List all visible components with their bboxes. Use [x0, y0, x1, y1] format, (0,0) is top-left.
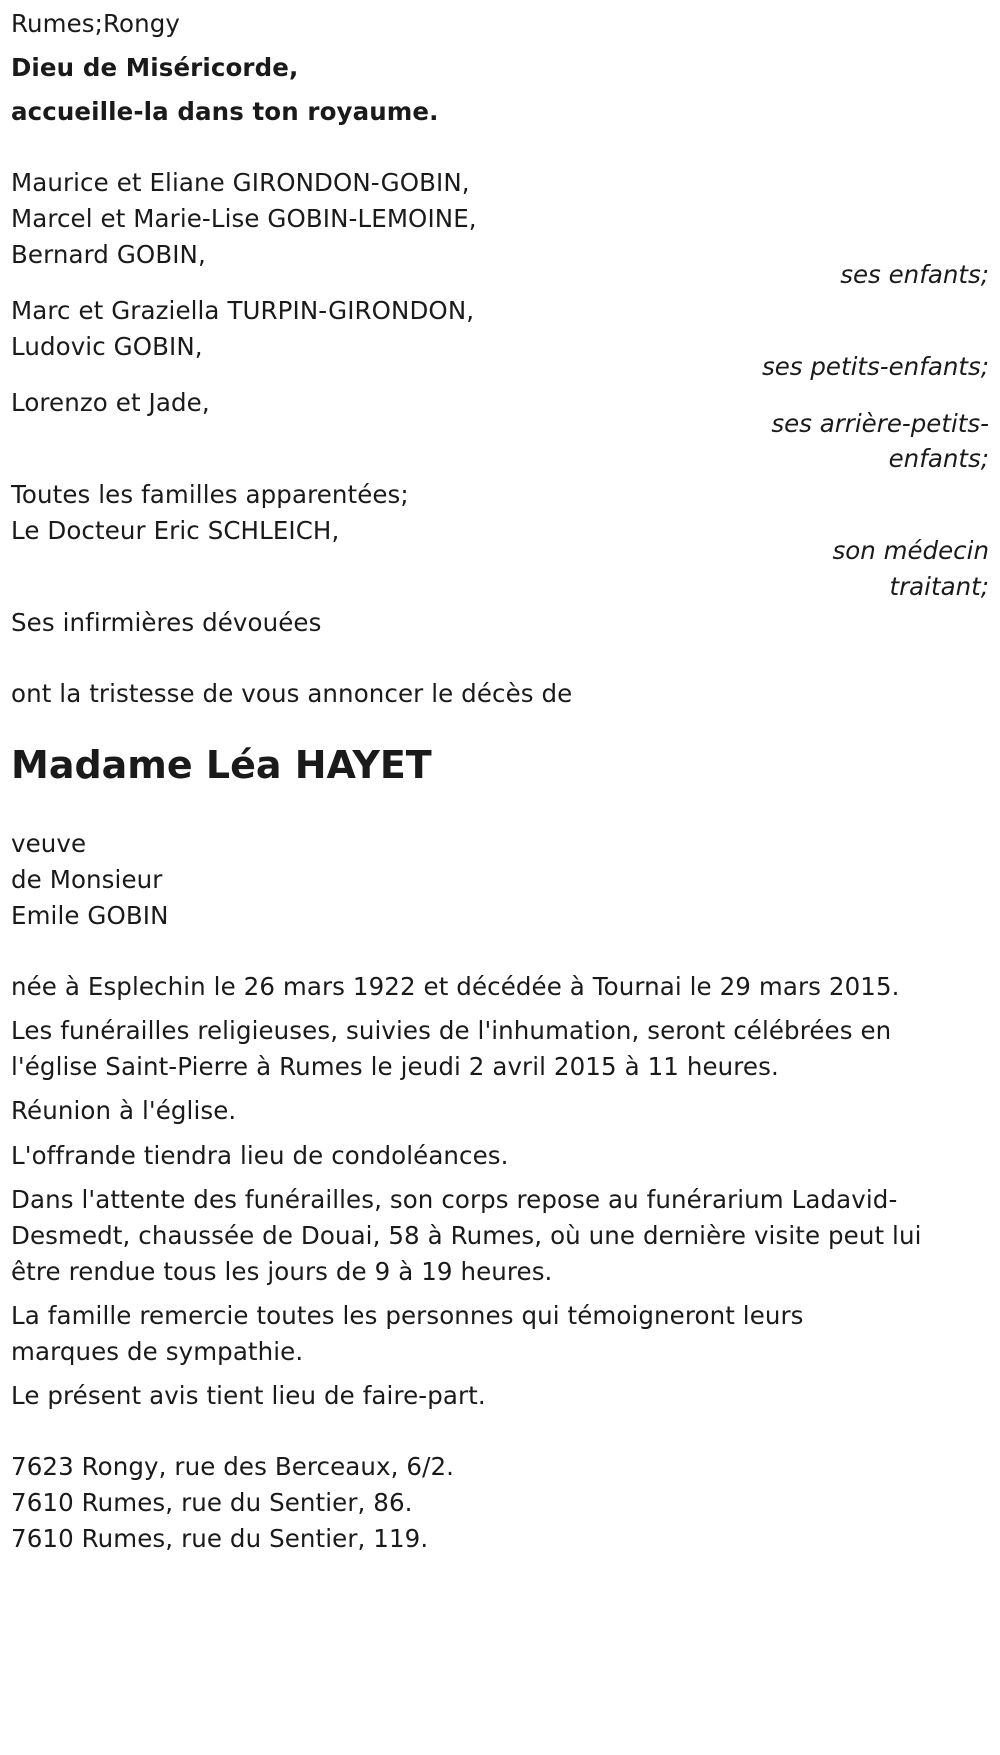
grandchild-entry-2: Ludovic GOBIN, [11, 332, 203, 361]
grandchild-entry-1: Marc et Graziella TURPIN-GIRONDON, [11, 296, 475, 325]
relatives-entry: Toutes les familles apparentées; [11, 480, 409, 509]
great-grandchild-entry: Lorenzo et Jade, [11, 388, 210, 417]
address-line-2: 7610 Rumes, rue du Sentier, 86. [11, 1488, 413, 1517]
grandchildren-role: ses petits-enfants; [761, 352, 989, 381]
address-line-1: 7623 Rongy, rue des Berceaux, 6/2. [11, 1452, 455, 1481]
address-line-3: 7610 Rumes, rue du Sentier, 119. [11, 1524, 429, 1553]
great-grandchildren-role-line-2: enfants; [888, 444, 989, 473]
spouse-line-1: veuve [11, 829, 87, 858]
nurses-entry: Ses infirmières dévouées [11, 608, 322, 637]
visitation-line-2: Desmedt, chaussée de Douai, 58 à Rumes, où une dernière visite peut lui [11, 1221, 922, 1250]
child-entry-3: Bernard GOBIN, [11, 240, 206, 269]
verse-line-1: Dieu de Miséricorde, [11, 53, 299, 82]
spouse-line-3: Emile GOBIN [11, 901, 169, 930]
offering-info: L'offrande tiendra lieu de condoléances. [11, 1141, 509, 1170]
visitation-line-1: Dans l'attente des funérailles, son corps repose au funérarium Ladavid- [11, 1185, 898, 1214]
location-header: Rumes;Rongy [11, 9, 180, 38]
spouse-line-2: de Monsieur [11, 865, 163, 894]
thanks-line-1: La famille remercie toutes les personnes qui témoigneront leurs [11, 1301, 804, 1330]
doctor-role-line-1: son médecin [832, 536, 989, 565]
notice-info: Le présent avis tient lieu de faire-part. [11, 1381, 486, 1410]
meeting-info: Réunion à l'église. [11, 1096, 237, 1125]
child-entry-1: Maurice et Eliane GIRONDON-GOBIN, [11, 168, 470, 197]
doctor-entry: Le Docteur Eric SCHLEICH, [11, 516, 340, 545]
deceased-name: Madame Léa HAYET [11, 743, 432, 787]
announcement-intro: ont la tristesse de vous annoncer le décès de [11, 679, 573, 708]
doctor-role-line-2: traitant; [889, 572, 989, 601]
funeral-line-1: Les funérailles religieuses, suivies de l'inhumation, seront célébrées en [11, 1016, 892, 1045]
visitation-line-3: être rendue tous les jours de 9 à 19 heures. [11, 1257, 553, 1286]
great-grandchildren-role-line-1: ses arrière-petits- [771, 409, 989, 438]
thanks-line-2: marques de sympathie. [11, 1337, 304, 1366]
child-entry-2: Marcel et Marie-Lise GOBIN-LEMOINE, [11, 204, 477, 233]
children-role: ses enfants; [840, 260, 989, 289]
verse-line-2: accueille-la dans ton royaume. [11, 97, 439, 126]
birth-death-statement: née à Esplechin le 26 mars 1922 et décédée à Tournai le 29 mars 2015. [11, 972, 900, 1001]
funeral-line-2: l'église Saint-Pierre à Rumes le jeudi 2 avril 2015 à 11 heures. [11, 1052, 779, 1081]
